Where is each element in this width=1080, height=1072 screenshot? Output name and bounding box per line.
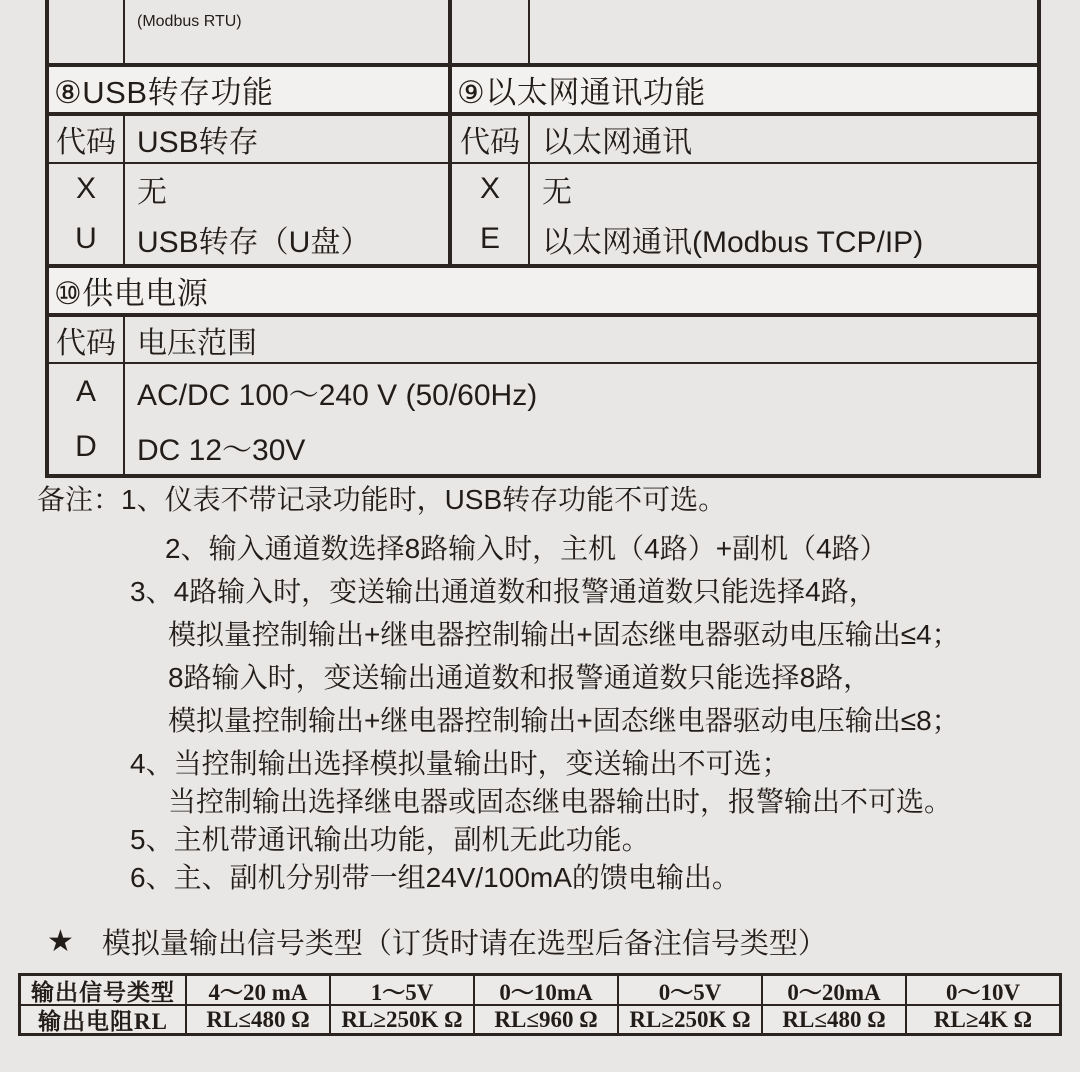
signal-rl-value: RL≤960 Ω bbox=[475, 1006, 619, 1033]
signal-type-label: 输出信号类型 bbox=[21, 976, 187, 1004]
note-line-2: 2、输入通道数选择8路输入时，主机（4路）+副机（4路） bbox=[165, 533, 888, 564]
usb-desc-header: USB转存 bbox=[137, 126, 259, 159]
note-line-3b: 模拟量控制输出+继电器控制输出+固态继电器驱动电压输出≤4； bbox=[168, 619, 960, 650]
signal-rl-value: RL≥250K Ω bbox=[331, 1006, 475, 1033]
signal-type-row bbox=[21, 976, 1059, 1006]
note-line-3c: 8路输入时，变送输出通道数和报警通道数只能选择8路， bbox=[168, 662, 872, 693]
signal-type-value: 0～10V bbox=[945, 979, 1021, 1005]
power-desc-header: 电压范围 bbox=[137, 326, 257, 360]
signal-type-value: 0～20mA bbox=[763, 976, 907, 1004]
note-line-1: 1、仪表不带记录功能时，USB转存功能不可选。 bbox=[121, 484, 727, 515]
power-row-desc: AC/DC 100～240 V (50/60Hz) bbox=[137, 378, 538, 412]
analog-signal-heading bbox=[47, 921, 827, 962]
power-row-desc: DC 12～30V bbox=[137, 433, 306, 467]
section-band-10 bbox=[49, 268, 1037, 317]
header-row-8-9 bbox=[49, 116, 1037, 164]
note-line-5: 5、主机带通讯输出功能，副机无此功能。 bbox=[130, 824, 650, 855]
signal-rl-value: RL≤480 Ω bbox=[187, 1006, 331, 1033]
header-row-10 bbox=[49, 317, 1037, 364]
signal-rl-value: RL≥250K Ω bbox=[619, 1006, 763, 1033]
eth-desc-header: 以太网通讯 bbox=[542, 126, 692, 159]
carryover-row bbox=[49, 0, 1037, 67]
note-line-3: 3、4路输入时，变送输出通道数和报警通道数只能选择4路， bbox=[130, 576, 877, 607]
carryover-code-cell bbox=[49, 0, 125, 63]
eth-row-code: E bbox=[479, 222, 500, 255]
power-row-code: A bbox=[75, 374, 96, 408]
notes-label: 备注： bbox=[37, 484, 122, 515]
signal-rl-label: 输出电阻RL bbox=[21, 1006, 187, 1033]
star-icon: ★ bbox=[47, 925, 74, 958]
data-rows-8-9 bbox=[49, 164, 1037, 268]
section-10-title: ⑩供电电源 bbox=[54, 276, 209, 311]
notes-block bbox=[37, 481, 1057, 897]
note-line-4b: 当控制输出选择继电器或固态继电器输出时，报警输出不可选。 bbox=[168, 786, 953, 817]
signal-type-value: 0～10mA bbox=[475, 976, 619, 1004]
data-rows-10 bbox=[49, 364, 1037, 478]
carryover-right-code-cell bbox=[452, 0, 530, 63]
signal-rl-row bbox=[21, 1006, 1059, 1033]
signal-type-value: 0～5V bbox=[619, 976, 763, 1004]
usb-row-desc: 无 bbox=[137, 176, 167, 209]
carryover-desc: (Modbus RTU) bbox=[137, 13, 242, 30]
eth-row-code: X bbox=[479, 172, 500, 205]
note-line-6: 6、主、副机分别带一组24V/100mA的馈电输出。 bbox=[130, 862, 740, 893]
signal-type-value: 4～20 mA bbox=[187, 976, 331, 1004]
carryover-right-desc-cell bbox=[530, 0, 1037, 63]
usb-row-code: X bbox=[75, 172, 96, 205]
ordering-spec-table bbox=[45, 0, 1041, 478]
usb-row-desc: USB转存（U盘） bbox=[137, 226, 371, 259]
note-line-3d: 模拟量控制输出+继电器控制输出+固态继电器驱动电压输出≤8； bbox=[168, 705, 960, 736]
usb-code-header: 代码 bbox=[49, 116, 125, 162]
eth-row-desc: 无 bbox=[542, 176, 572, 209]
eth-code-header: 代码 bbox=[452, 116, 530, 162]
note-line-4: 4、当控制输出选择模拟量输出时，变送输出不可选； bbox=[130, 748, 790, 779]
analog-signal-heading-text: 模拟量输出信号类型（订货时请在选型后备注信号类型） bbox=[101, 928, 827, 960]
signal-rl-value: RL≥4K Ω bbox=[933, 1006, 1033, 1032]
section-band-8-9 bbox=[49, 67, 1037, 116]
eth-row-desc: 以太网通讯(Modbus TCP/IP) bbox=[542, 226, 924, 259]
section-9-title: ⑨以太网通讯功能 bbox=[457, 75, 706, 110]
section-8-title: ⑧USB转存功能 bbox=[49, 67, 452, 112]
power-code-header: 代码 bbox=[49, 317, 125, 362]
usb-row-code: U bbox=[75, 222, 97, 255]
signal-type-table bbox=[18, 973, 1062, 1036]
power-row-code: D bbox=[75, 429, 97, 463]
signal-type-value: 1～5V bbox=[331, 976, 475, 1004]
signal-rl-value: RL≤480 Ω bbox=[763, 1006, 907, 1033]
